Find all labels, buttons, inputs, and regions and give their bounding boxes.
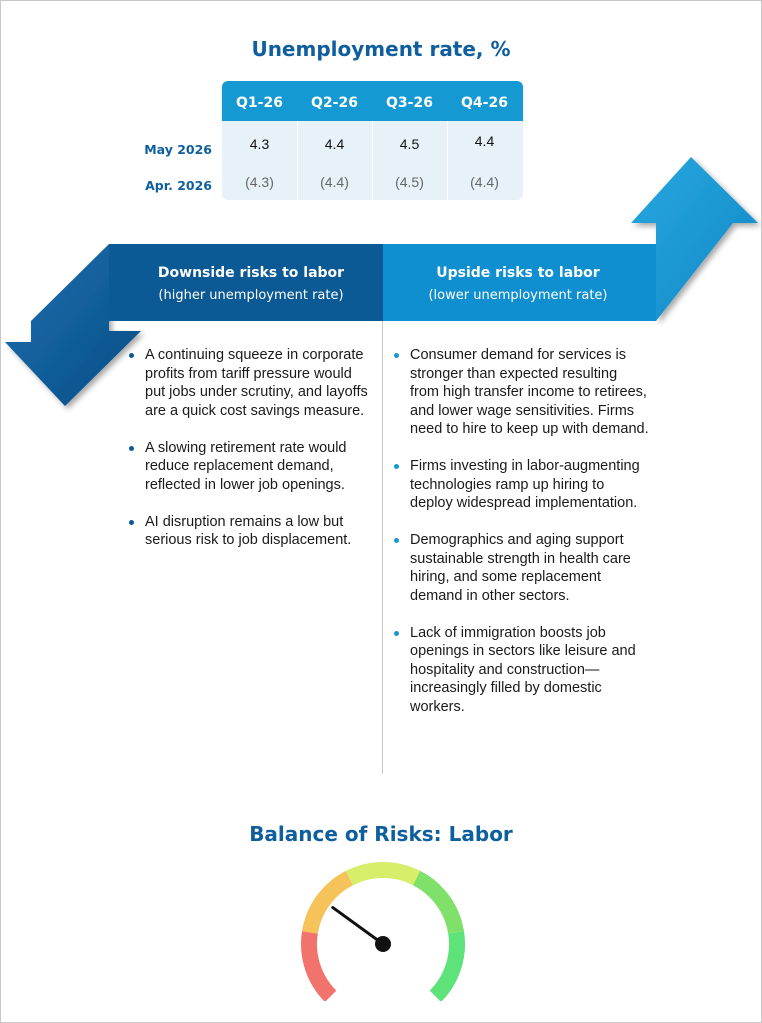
table-cell: 4.4	[324, 136, 345, 152]
gauge-segment	[417, 878, 456, 932]
list-item: AI disruption remains a low but serious risk to job displacement.	[129, 513, 374, 550]
downside-banner	[109, 244, 383, 321]
downside-subtitle: (higher unemployment rate)	[158, 288, 344, 303]
table-cell: 4.4	[474, 133, 495, 149]
table-cell: 4.3	[249, 136, 270, 152]
list-item: A slowing retirement rate would reduce replacement demand, reflected in lower job openings.	[129, 439, 374, 495]
downside-title: Downside risks to labor	[157, 265, 345, 281]
list-item: Consumer demand for services is stronger than expected resulting from high transfer income to retirees, and lower wage sensitivities. Firms need to hire to keep up with demand.	[394, 346, 649, 439]
upside-banner	[383, 244, 656, 321]
upside-subtitle: (lower unemployment rate)	[428, 288, 608, 303]
row-label: Apr. 2026	[145, 178, 212, 193]
list-item: A continuing squeeze in corporate profits from tariff pressure would put jobs under scrutiny, and layoffs are a quick cost savings measure.	[129, 346, 374, 420]
gauge-segment	[349, 870, 416, 878]
table-cell: (4.4)	[320, 174, 349, 190]
list-item: Lack of immigration boosts job openings in sectors like leisure and hospitality and construction—increasingly filled by domestic workers.	[394, 624, 649, 717]
gauge-segment	[309, 932, 331, 996]
list-item: Firms investing in labor-augmenting technologies ramp up hiring to deploy widespread implementation.	[394, 457, 649, 513]
gauge-segment	[310, 878, 349, 932]
table-cell: (4.3)	[245, 174, 274, 190]
table-title: Unemployment rate, %	[251, 37, 511, 61]
list-item: Demographics and aging support sustainable strength in health care hiring, and some replacement demand in other sectors.	[394, 531, 649, 605]
risk-gauge	[291, 851, 471, 1001]
table-cell: (4.5)	[395, 174, 424, 190]
upside-risk-list	[394, 346, 649, 735]
gauge-title: Balance of Risks: Labor	[249, 822, 513, 846]
upside-title: Upside risks to labor	[436, 265, 600, 281]
row-label: May 2026	[144, 142, 212, 157]
column-header: Q3-26	[386, 95, 433, 111]
table-cell: (4.4)	[470, 174, 499, 190]
column-header: Q2-26	[311, 95, 358, 111]
gauge-needle-icon	[333, 908, 383, 944]
column-header: Q1-26	[236, 95, 283, 111]
column-header: Q4-26	[461, 95, 508, 111]
gauge-segment	[435, 932, 457, 996]
downside-risk-list	[129, 346, 374, 568]
gauge-hub-icon	[375, 936, 391, 952]
gauge-arcs	[309, 870, 457, 996]
table-cell: 4.5	[399, 136, 420, 152]
column-divider-vertical	[382, 321, 383, 774]
